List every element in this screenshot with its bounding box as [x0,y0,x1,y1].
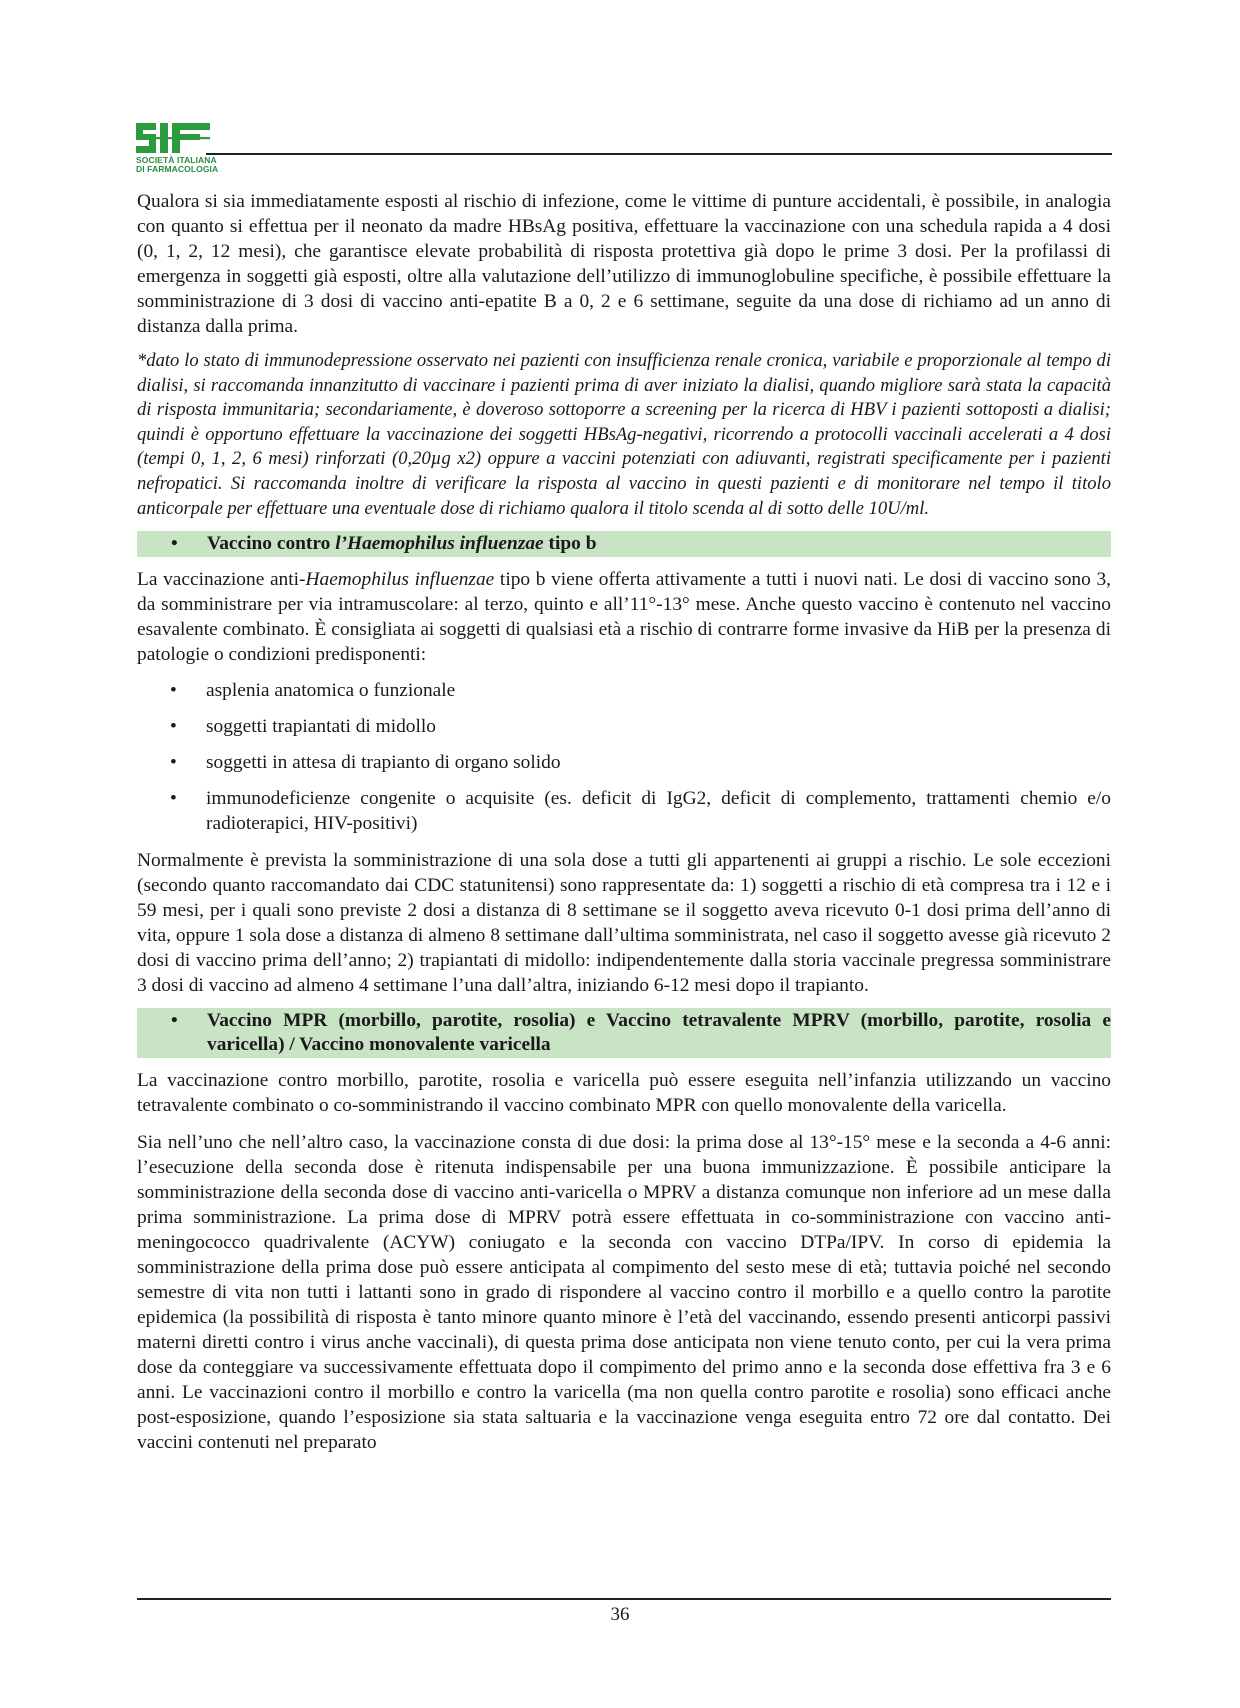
list-item-text: asplenia anatomica o funzionale [206,680,456,702]
page-body [137,189,1111,1455]
bullet-icon: • [171,1010,178,1032]
section-heading-hib [137,531,1111,557]
p1-italic: Haemophilus influenzae [305,569,495,591]
bullet-icon: • [171,533,178,555]
list-item-text: soggetti in attesa di trapianto di organo solido [206,752,561,774]
list-item-text: soggetti trapiantati di midollo [206,716,436,738]
bullet-icon: • [170,788,177,810]
sif-logo-mark-icon [136,123,210,153]
list-item-text: immunodeficienze congenite o acquisite (es. deficit di IgG2, deficit di complemento, trattamenti chemio e/o radioterapici, HIV-positivi) [206,788,1111,835]
hib-paragraph-2: Normalmente è prevista la somministrazione di una sola dose a tutti gli appartenenti ai gruppi a rischio. Le sole eccezioni (secondo quanto raccomandato dai CDC statunitensi) sono rappresentate da: 1) soggetti a rischio di età compresa tra i 12 e i 59 mesi, per i quali sono previste 2 dosi a distanza di 8 settimane se il soggetto aveva ricevuto 0-1 dosi prima dell’anno di vita, oppure 1 sola dose a distanza di almeno 8 settimane dall’ultima somministrata, nel caso il soggetto avesse già ricevuto 2 dosi di vaccino prima dell’anno; 2) trapiantati di midollo: indipendentemente dalla storia vaccinale pregressa somministrare 3 dosi di vaccino ad almeno 4 settimane l’una dall’altra, iniziando 6-12 mesi dopo il trapianto. [137,850,1111,997]
section-heading-text [207,532,1111,556]
page-number: 36 [610,1604,630,1625]
mpr-paragraph-1: La vaccinazione contro morbillo, parotite, rosolia e varicella può essere eseguita nell’infanzia utilizzando un vaccino tetravalente combinato o co-somministrando il vaccino combinato MPR con quello monovalente della varicella. [137,1070,1111,1117]
logo-line-1: SOCIETÀ ITALIANA [136,155,217,165]
list-item [137,786,1111,836]
heading-post: tipo b [543,533,597,555]
bullet-icon: • [170,752,177,774]
logo-wordmark [136,156,218,174]
risk-conditions-list [137,678,1111,836]
logo-line-2: DI FARMACOLOGIA [136,164,219,174]
list-item [137,714,1111,739]
footnote-dialysis: *dato lo stato di immunodepressione osservato nei pazienti con insufficienza renale cronica, variabile e proporzionale al tempo di dialisi, si raccomanda innanzitutto di vaccinare i pazienti prima di aver iniziato la dialisi, quando migliore sarà stata la capacità di risposta immunitaria; secondariamente, è doveroso sottoporre a screening per la ricerca di HBV i pazienti sottoposti a dialisi; quindi è opportuno effettuare la vaccinazione dei soggetti HBsAg-negativi, ricorrendo a protocolli vaccinali accelerati a 4 dosi (tempi 0, 1, 2, 6 mesi) rinforzati (0,20µg x2) oppure a vaccini potenziati con adiuvanti, registrati specificamente per i pazienti nefropatici. Si raccomanda inoltre di verificare la risposta al vaccino in questi pazienti e di monitorare nel tempo il titolo anticorpale per effettuare una eventuale dose di richiamo qualora il titolo scenda al di sotto delle 10U/ml. [137,350,1111,519]
section-heading-mpr [137,1008,1111,1058]
mpr-paragraph-2: Sia nell’uno che nell’altro caso, la vaccinazione consta di due dosi: la prima dose al 13°-15° mese e la seconda a 4-6 anni: l’esecuzione della seconda dose è ritenuta indispensabile per una buona immunizzazione. È possibile anticipare la somministrazione della seconda dose di vaccino anti-varicella o MPRV a distanza comunque non inferiore ad un mese dalla prima somministrazione. La prima dose di MPRV potrà essere effettuata in co-somministrazione con vaccino anti-meningococco quadrivalente (ACYW) coniugato e la seconda con vaccino DTPa/IPV. In corso di epidemia la somministrazione della prima dose può essere anticipata al compimento del sesto mese di età; tuttavia poiché nel secondo semestre di vita non tutti i lattanti sono in grado di rispondere al vaccino contro il morbillo e a quello contro la parotite epidemica (la possibilità di risposta è tanto minore quanto minore è l’età del vaccinando, essendo presenti anticorpi passivi materni diretti contro i virus anche vaccinali), di questa prima dose anticipata non viene tenuto conto, per cui la vera prima dose da conteggiare va successivamente effettuata dopo il compimento del primo anno e la seconda dose effettiva fra 3 e 6 anni. Le vaccinazioni contro il morbillo e contro la varicella (ma non quella contro parotite e rosolia) sono efficaci anche post-esposizione, quando l’esposizione sia stata saltuaria e la vaccinazione venga eseguita entro 72 ore dal contatto. Dei vaccini contenuti nel preparato [137,1132,1111,1454]
section-heading-text: Vaccino MPR (morbillo, parotite, rosolia) e Vaccino tetravalente MPRV (morbillo, parotite, rosolia e varicella) / Vaccino monovalente varicella [207,1010,1111,1056]
footer-divider [137,1598,1111,1600]
list-item [137,678,1111,703]
p1-post: tipo b viene offerta attivamente a tutti i nuovi nati. Le dosi di vaccino sono 3, da somministrare per via intramuscolare: al terzo, quinto e all’11°-13° mese. Anche questo vaccino è contenuto nel vaccino esavalente combinato. È consigliata ai soggetti di qualsiasi età a rischio di contrarre forme invasive da HiB per la presenza di patologie o condizioni predisponenti: [137,569,1112,666]
heading-italic: l’Haemophilus influenzae [335,533,544,555]
sif-logo [136,123,226,179]
list-item [137,750,1111,775]
bullet-icon: • [170,716,177,738]
header-divider [206,153,1112,155]
hib-paragraph-1 [137,567,1111,667]
intro-paragraph: Qualora si sia immediatamente esposti al rischio di infezione, come le vittime di punture accidentali, è possibile, in analogia con quanto si effettua per il neonato da madre HBsAg positiva, effettuare la vaccinazione con una schedula rapida a 4 dosi (0, 1, 2, 12 mesi), che garantisce elevate probabilità di risposta protettiva già dopo le prime 3 dosi. Per la profilassi di emergenza in soggetti già esposti, oltre alla valutazione dell’utilizzo di immunoglobuline specifiche, è possibile effettuare la somministrazione di 3 dosi di vaccino anti-epatite B a 0, 2 e 6 settimane, seguite da una dose di richiamo ad un anno di distanza dalla prima. [137,191,1111,337]
p1-pre: La vaccinazione anti- [137,569,306,591]
heading-pre: Vaccino contro [207,533,336,555]
bullet-icon: • [170,680,177,702]
page-header [136,123,1112,181]
